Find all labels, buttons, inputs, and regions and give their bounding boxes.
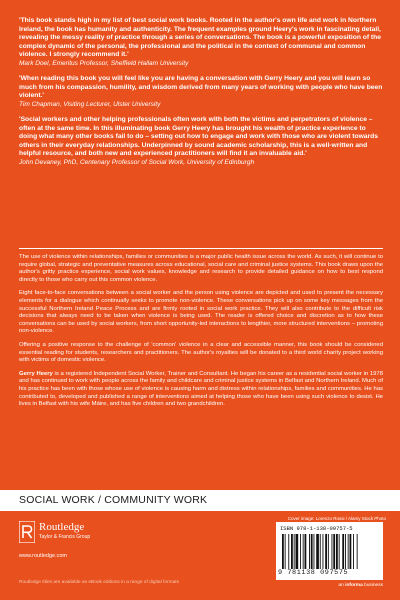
barcode-bar <box>348 534 349 569</box>
barcode-bar <box>323 534 324 569</box>
barcode-box <box>276 522 383 580</box>
informa-suffix: business <box>362 583 383 588</box>
subject-label: SOCIAL WORK / COMMUNITY WORK <box>19 494 208 506</box>
barcode-icon <box>280 534 379 569</box>
barcode-bar <box>333 534 335 569</box>
barcode-bar <box>320 534 321 569</box>
endorsement-text: 'This book stands high in my list of best social work books. Rooted in the author's own life and work in Northern Ireland, the book has humanity and authenticity. The frequent examples ground Heery's work in fascinating detail, revealing the messy reality of practice through a series of conversations. The book is a powerful exposition of the complex dynamic of the personal, the professional and the political in the context of communal and common violence. I strongly recommend it.' <box>19 17 381 58</box>
endorsement-text: 'Social workers and other helping professionals often work with both the victims and perpetrators of violence – often at the same time. In this illuminating book Gerry Heery has brought his wealth of practice experience to doing what many other books fail to do – setting out how to engage and work with those who are violent towards others in their everyday relationships. Underpinned by sound academic scholarship, this is a well-written and helpful resource, and both new and experienced practitioners will find it an invaluable aid.' <box>19 116 378 157</box>
barcode-bar <box>332 534 333 569</box>
endorsement-1 <box>19 17 383 68</box>
endorsement-3 <box>19 116 383 167</box>
publisher-logo <box>19 521 149 551</box>
author-bio-text: is a registered Independent Social Worker, Trainer and Consultant. He began his career as a residential social worker in 1978 and has continued to work with people across the family and childcare and criminal justice systems in Belfast and Northern Ireland. Much of his practice has been with those whose use of violence is causing harm and distress within relationships, families and communities. He has contributed to, developed and published a range of interventions aimed at helping those who have been using such violence to desist. He lives in Belfast with his wife Máire, and has five children and two grandchildren. <box>19 370 383 408</box>
cover-credit: Cover image: Lorenzo Rossi / Alamy Stock Photo <box>287 516 386 521</box>
blurb <box>19 254 383 415</box>
barcode-bar <box>309 534 310 569</box>
publisher-website[interactable]: www.routledge.com <box>19 553 67 559</box>
barcode-bar <box>325 534 327 569</box>
author-name: Gerry Heery <box>19 370 53 377</box>
informa-prefix: an <box>338 583 346 588</box>
barcode-bar <box>311 534 313 569</box>
barcode-bar <box>342 534 344 569</box>
barcode-bar <box>285 534 286 569</box>
barcode-bar <box>303 534 304 569</box>
informa-credit <box>276 583 383 588</box>
informa-brand: informa <box>345 583 363 588</box>
endorsement-attribution: Mark Doel, Emeritus Professor, Sheffield Hallam University <box>19 59 189 67</box>
publisher-subname: Taylor & Francis Group <box>39 534 91 540</box>
barcode-bar <box>339 534 340 569</box>
barcode-bar <box>282 534 284 569</box>
barcode-bar <box>357 534 358 569</box>
endorsement-2 <box>19 75 383 109</box>
barcode-digits: 9 781138 097575 <box>278 569 349 577</box>
endorsement-text: 'When reading this book you will feel like you are having a conversation with Gerry Heery and you will learn so much from his compassion, humility, and wisdom derived from many years of working with people who have been violent.' <box>19 75 383 99</box>
endorsement-attribution: Tim Chapman, Visiting Lecturer, Ulster University <box>19 100 161 108</box>
barcode-bar <box>305 534 307 569</box>
barcode-bar <box>294 534 295 569</box>
barcode-bar <box>353 534 354 569</box>
barcode-bar <box>288 534 289 569</box>
author-bio <box>19 371 383 409</box>
divider-rule <box>19 248 383 249</box>
barcode-bar <box>300 534 301 569</box>
barcode-bar <box>350 534 352 569</box>
blurb-paragraph: Eight face-to-face conversations between a social worker and the person using violence are depicted and used to present the necessary elements for a dialogue which continually seeks to promote non-violence. These conversations pick up on some key messages from the successful Northern Ireland Peace Process and are firmly rooted in social work practice. They will also contribute to the difficult risk decisions that always need to be taken when violence is being used. The reader is offered choice and discretion as to how these conversations can be used by social workers, from short opportunity-led interactions to lengthier, more structured interventions – promoting non-violence. <box>19 290 383 335</box>
ebook-note: Routledge titles are available as eBook editions in a range of digital formats <box>19 580 179 585</box>
blurb-paragraph: Offering a positive response to the challenge of 'common' violence in a clear and accessible manner, this book should be considered essential reading for students, researchers and practitioners. The author's royalties will be donated to a third world charity project working with victims of domestic violence. <box>19 341 383 364</box>
barcode-bar <box>328 534 329 569</box>
barcode-bar <box>345 534 346 569</box>
isbn-text: ISBN 978-1-138-09757-5 <box>280 525 353 532</box>
subject-band <box>0 490 400 511</box>
barcode-bar <box>291 534 293 569</box>
publisher-name: Routledge <box>39 521 85 533</box>
blurb-paragraph: The use of violence within relationships, families or communities is a major public health issue across the world. As such, it will continue to require global, strategic and preventative measures across educational, social care and criminal justice systems. This book draws upon the author's gritty practice experience, social work values, knowledge and research to provide detailed guidance on how to best respond directly to those who carry out this common violence. <box>19 254 383 283</box>
barcode-bar <box>316 534 319 569</box>
barcode-bar <box>336 534 338 569</box>
endorsement-attribution: John Devaney, PhD, Centenary Professor of Social Work, University of Edinburgh <box>19 158 255 166</box>
endorsements <box>19 17 383 174</box>
barcode-bar <box>314 534 315 569</box>
barcode-bar <box>296 534 299 569</box>
routledge-r-icon <box>19 521 35 543</box>
